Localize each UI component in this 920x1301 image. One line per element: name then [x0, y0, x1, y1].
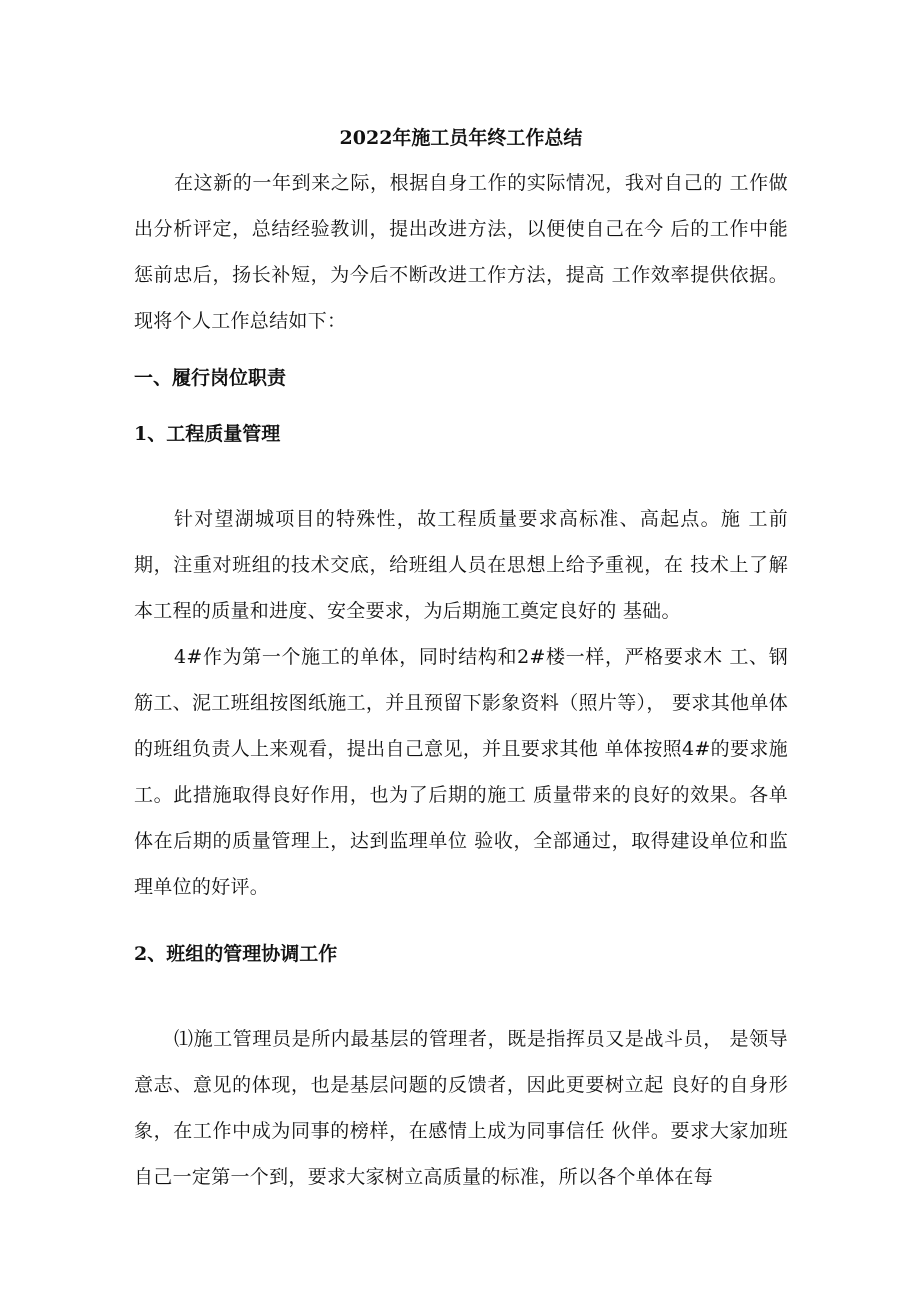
- team-paragraph-1: ⑴施工管理员是所内最基层的管理者，既是指挥员又是战斗员， 是领导意志、意见的体现，也是基层问题的反馈者，因此更要树立起 良好的自身形象，在工作中成为同事的榜样，在感情上成为同事信任 伙伴。要求大家加班自己一定第一个到，要求大家树立高质量的标准，所以各个单体在每: [134, 1028, 788, 1188]
- document-page: [134, 120, 788, 1200]
- quality-paragraph-1: 针对望湖城项目的特殊性，故工程质量要求高标准、高起点。施 工前期，注重对班组的技术交底，给班组人员在思想上给予重视，在 技术上了解本工程的质量和进度、安全要求，为后期施工奠定良好的 基础。: [134, 508, 788, 622]
- intro-paragraph: 在这新的一年到来之际，根据自身工作的实际情况，我对自己的 工作做出分析评定，总结经验教训，提出改进方法，以便使自己在今 后的工作中能惩前忠后，扬长补短，为今后不断改进工作方法，提高 工作效率提供依据。现将个人工作总结如下：: [134, 172, 788, 332]
- document-title: 2022年施工员年终工作总结: [339, 127, 583, 149]
- quality-paragraph-2: 4#作为第一个施工的单体，同时结构和2#楼一样，严格要求木 工、钢筋工、泥工班组按图纸施工，并且预留下影象资料（照片等）， 要求其他单体的班组负责人上来观看，提出自己意见，并且要求其他 单体按照4#的要求施工。此措施取得良好作用，也为了后期的施工 质量带来的良好的效果。各单体在后期的质量管理上，达到监理单位 验收，全部通过，取得建设单位和监理单位的好评。: [134, 646, 788, 898]
- subsection-heading-team: 2、班组的管理协调工作: [134, 943, 338, 965]
- subsection-heading-quality: 1、工程质量管理: [134, 423, 281, 445]
- section-heading-duties: 一、履行岗位职责: [134, 367, 287, 389]
